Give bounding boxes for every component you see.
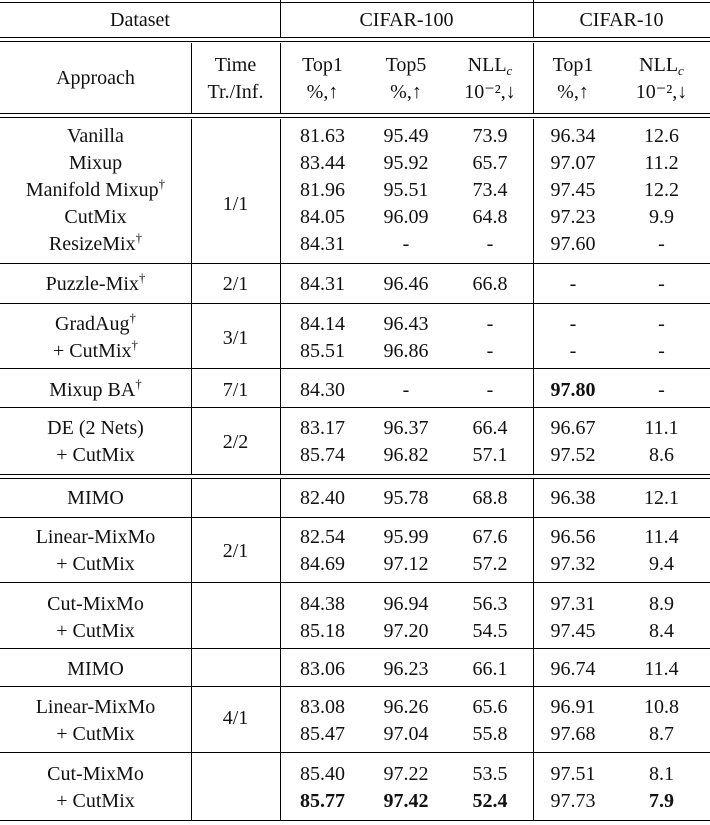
approach-cell [0,656,191,683]
table-vrule [533,649,534,686]
table-vrule [280,408,281,474]
table-vrule [280,583,281,648]
value-cell-c10-nll: 9.9 [649,206,674,228]
value-cell-c10-nll: - [658,313,665,335]
value-cell-c10-top1: 96.91 [550,696,596,718]
value-cell-c100-nll: 65.7 [472,152,508,174]
table-rule [0,263,710,264]
value-cell-c100-top5: 96.82 [383,444,429,466]
table-rule [0,752,710,753]
table-vrule [280,264,281,303]
header-c10-top1: Top1 [552,54,594,76]
value-cell-c100-top5: 96.23 [383,658,429,680]
value-cell-c100-nll: 53.5 [472,763,508,785]
table-vrule [280,518,281,582]
value-cell-c10-nll: 12.6 [644,125,679,147]
approach-name: CutMix [64,206,127,228]
header-c10-top1-unit: %,↑ [557,81,589,103]
value-cell-c100-top1: 84.30 [300,379,345,401]
value-cell-c100-top1: 85.51 [300,340,345,362]
table-rule [0,820,710,821]
value-cell-c10-nll: - [658,273,665,295]
value-cell-c100-top5: 97.22 [383,763,429,785]
approach-cell [0,231,191,258]
value-cell-c100-nll: 65.6 [472,696,508,718]
approach-cell [0,618,191,645]
value-cell-c100-top1: 83.17 [300,417,345,439]
value-cell-c10-nll: - [658,379,665,401]
header-cifar10: CIFAR-10 [579,9,664,31]
table-vrule [191,408,192,474]
value-cell-c100-nll: 67.6 [472,526,508,548]
value-cell-c100-nll: 66.1 [472,658,508,680]
table-vrule [533,304,534,368]
header-c100-nll-unit: 10⁻²,↓ [464,81,516,103]
table-rule [0,368,710,369]
value-cell-c10-top1: 97.32 [550,553,596,575]
value-cell-c100-top1: 84.31 [300,233,345,255]
value-cell-c100-top1: 84.69 [300,553,345,575]
table-vrule [533,753,534,820]
value-cell-c10-top1: 97.23 [550,206,596,228]
value-cell-c100-top1: 84.38 [300,593,345,615]
value-cell-c10-nll: 8.9 [649,593,674,615]
table-vrule [191,687,192,752]
approach-name: Mixup [68,152,123,174]
approach-cell [0,551,191,578]
value-cell-c100-top5: 96.09 [383,206,429,228]
table-rule [0,648,710,649]
time-group-label: 2/1 [222,540,249,562]
value-cell-c10-nll: - [658,233,665,255]
value-cell-c100-top1: 85.40 [300,763,345,785]
value-cell-c100-top1: 85.74 [300,444,345,466]
approach-name: Linear-MixMo [35,526,156,548]
value-cell-c100-top5: 95.51 [383,179,429,201]
header-c100-top5: Top5 [385,54,427,76]
table-rule [0,686,710,687]
table-rule [0,478,710,479]
value-cell-c100-top5: 96.43 [383,313,429,335]
table-vrule [191,479,192,517]
value-cell-c100-nll: 52.4 [472,790,508,812]
value-cell-c10-top1: 97.45 [550,620,596,642]
approach-name: Puzzle-Mix [45,273,139,295]
table-rule-partial [280,517,710,518]
value-cell-c10-nll: 9.4 [649,553,674,575]
approach-cell [0,788,191,815]
value-cell-c10-top1: - [569,340,577,362]
value-cell-c100-top1: 83.08 [300,696,345,718]
approach-cell [0,204,191,231]
value-cell-c10-top1: 97.51 [550,763,596,785]
value-cell-c100-top1: 84.14 [300,313,345,335]
value-cell-c10-nll: 8.6 [649,444,674,466]
table-vrule [191,583,192,648]
table-vrule [280,649,281,686]
approach-name: + CutMix [56,553,135,575]
table-rule-partial [0,517,191,518]
approach-name: + CutMix [52,340,132,362]
table-vrule [533,479,534,517]
value-cell-c10-nll: 11.1 [644,417,679,439]
value-cell-c10-nll: 8.4 [649,620,674,642]
value-cell-c10-nll: 11.4 [644,526,679,548]
table-vrule [191,518,192,582]
table-vrule [280,0,281,37]
value-cell-c10-nll: 8.1 [649,763,674,785]
approach-name: Cut-MixMo [47,593,144,615]
value-cell-c10-top1: 96.56 [550,526,596,548]
table-rule [0,407,710,408]
table-vrule [533,583,534,648]
table-rule [0,37,710,38]
approach-cell [0,150,191,177]
value-cell-c100-top5: 96.37 [383,417,429,439]
table-rule [0,474,710,475]
approach-name: Manifold Mixup [25,179,159,201]
approach-name: Linear-MixMo [35,696,156,718]
value-cell-c10-top1: 96.34 [550,125,596,147]
value-cell-c100-top5: 95.92 [383,152,429,174]
dagger-mark: † [131,337,138,352]
value-cell-c100-top1: 85.77 [300,790,345,812]
table-vrule [280,119,281,263]
table-vrule [533,43,534,113]
table-rule [0,303,710,304]
approach-cell [0,177,191,204]
approach-name: MIMO [67,658,124,680]
header-time-line2: Tr./Inf. [207,81,264,103]
approach-name: Mixup BA [49,379,136,401]
approach-name: + CutMix [56,620,135,642]
header-c100-top1-unit: %,↑ [306,81,339,103]
approach-cell [0,377,191,404]
time-group-label: 1/1 [222,193,249,215]
approach-cell [0,123,191,150]
header-c10-nll: $NLL_c$ [639,54,684,78]
value-cell-c100-top5: 97.12 [383,553,429,575]
table-vrule [533,0,534,37]
approach-cell [0,694,191,721]
table-vrule [280,369,281,407]
approach-cell [0,591,191,618]
table-vrule [280,753,281,820]
value-cell-c100-nll: 54.5 [472,620,508,642]
table-vrule [191,119,192,263]
value-cell-c100-top1: 85.18 [300,620,345,642]
approach-name: MIMO [67,487,124,509]
value-cell-c100-top5: 96.26 [383,696,429,718]
table-vrule [280,304,281,368]
approach-cell [0,415,191,442]
table-vrule [280,687,281,752]
approach-cell [0,524,191,551]
value-cell-c100-top5: 96.94 [383,593,429,615]
value-cell-c10-top1: 97.52 [550,444,596,466]
dagger-mark: † [135,376,142,391]
table-vrule [191,753,192,820]
table-vrule [191,264,192,303]
approach-name: Cut-MixMo [47,763,144,785]
header-time-line1: Time [214,54,257,76]
header-c100-nll: $NLL_c$ [467,54,513,78]
value-cell-c100-nll: 64.8 [472,206,508,228]
table-vrule [191,649,192,686]
value-cell-c100-top5: 95.49 [383,125,429,147]
value-cell-c100-nll: - [486,313,494,335]
approach-name: GradAug [55,313,130,335]
header-c10-nll-unit: 10⁻²,↓ [635,81,688,103]
value-cell-c100-top5: 97.42 [383,790,429,812]
value-cell-c100-top1: 82.40 [300,487,345,509]
approach-name: + CutMix [56,790,135,812]
approach-name: ResizeMix [48,233,136,255]
value-cell-c100-top5: 96.86 [383,340,429,362]
value-cell-c10-nll: - [658,340,665,362]
value-cell-c10-top1: 96.38 [550,487,596,509]
value-cell-c100-top1: 84.31 [300,273,345,295]
value-cell-c100-top1: 83.06 [300,658,345,680]
table-vrule [191,369,192,407]
value-cell-c100-nll: 73.4 [472,179,508,201]
approach-cell [0,761,191,788]
value-cell-c100-top5: 97.04 [383,723,429,745]
value-cell-c10-top1: 97.31 [550,593,596,615]
table-rule [0,2,710,3]
time-group-label: 2/2 [222,431,249,453]
table-vrule [533,518,534,582]
time-group-label: 7/1 [222,379,249,401]
value-cell-c100-top5: 95.78 [383,487,429,509]
header-approach: Approach [56,67,135,89]
value-cell-c10-top1: 97.45 [550,179,596,201]
value-cell-c100-top1: 83.44 [300,152,345,174]
value-cell-c10-nll: 8.7 [649,723,674,745]
approach-name: + CutMix [56,444,135,466]
value-cell-c100-top5: 95.99 [383,526,429,548]
value-cell-c100-top1: 81.96 [300,179,345,201]
approach-name: Vanilla [67,125,124,147]
table-vrule [533,408,534,474]
value-cell-c10-top1: 97.80 [550,379,596,401]
time-group-label: 4/1 [222,707,249,729]
value-cell-c10-nll: 12.2 [644,179,679,201]
table-rule [0,41,710,42]
value-cell-c10-top1: 96.67 [550,417,596,439]
approach-cell [0,311,191,338]
table-rule [0,117,710,118]
value-cell-c100-top5: 97.20 [383,620,429,642]
time-group-label: 3/1 [222,327,249,349]
table-vrule [533,119,534,263]
value-cell-c100-nll: 66.8 [472,273,508,295]
table-vrule [533,687,534,752]
value-cell-c10-top1: 97.07 [550,152,596,174]
value-cell-c100-nll: 55.8 [472,723,508,745]
header-c100-top5-unit: %,↑ [390,81,422,103]
table-vrule [280,479,281,517]
value-cell-c10-top1: 97.60 [550,233,596,255]
value-cell-c100-nll: 68.8 [472,487,508,509]
value-cell-c100-nll: - [486,379,494,401]
value-cell-c10-top1: - [569,273,577,295]
header-c100-top1: Top1 [302,54,343,76]
value-cell-c10-nll: 7.9 [649,790,674,812]
value-cell-c100-nll: 57.1 [472,444,508,466]
table-vrule [191,304,192,368]
value-cell-c100-top1: 81.63 [300,125,345,147]
approach-name: DE (2 Nets) [47,417,144,439]
value-cell-c10-nll: 11.4 [644,658,679,680]
approach-name: + CutMix [56,723,135,745]
value-cell-c100-nll: - [486,340,494,362]
approach-cell [0,338,191,365]
time-group-label: 2/1 [222,273,249,295]
table-vrule [280,43,281,113]
dagger-mark: † [138,270,146,285]
value-cell-c10-nll: 11.2 [644,152,679,174]
value-cell-c100-top1: 84.05 [300,206,345,228]
value-cell-c10-top1: 97.68 [550,723,596,745]
value-cell-c10-top1: 97.73 [550,790,596,812]
value-cell-c100-top5: - [402,233,410,255]
value-cell-c100-nll: 66.4 [472,417,508,439]
header-cifar100: CIFAR-100 [359,9,454,31]
table-rule [0,582,710,583]
approach-cell [0,442,191,469]
dagger-mark: † [129,310,136,325]
value-cell-c100-top1: 85.47 [300,723,345,745]
value-cell-c10-nll: 10.8 [644,696,679,718]
table-vrule [533,369,534,407]
dagger-mark: † [158,176,166,191]
value-cell-c100-top5: 96.46 [383,273,429,295]
value-cell-c100-top5: - [402,379,410,401]
value-cell-c100-nll: - [486,233,494,255]
value-cell-c100-top1: 82.54 [300,526,345,548]
table-vrule [191,43,192,113]
value-cell-c100-nll: 57.2 [472,553,508,575]
value-cell-c10-top1: 96.74 [550,658,596,680]
value-cell-c100-nll: 56.3 [472,593,508,615]
approach-cell [0,721,191,748]
approach-cell [0,271,191,298]
table-rule [0,113,710,114]
approach-cell [0,485,191,512]
value-cell-c100-nll: 73.9 [472,125,508,147]
header-dataset: Dataset [110,9,170,31]
table-vrule [533,264,534,303]
value-cell-c10-nll: 12.1 [644,487,679,509]
value-cell-c10-top1: - [569,313,577,335]
dagger-mark: † [135,230,143,245]
